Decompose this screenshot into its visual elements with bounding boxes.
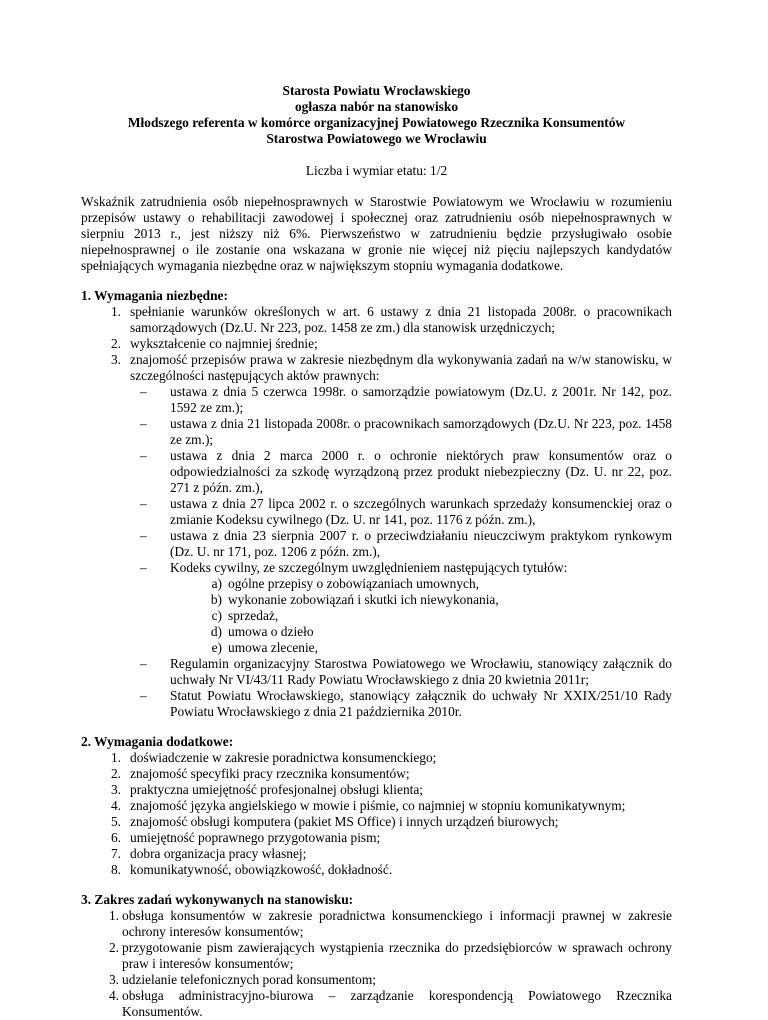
item-number: 8. bbox=[110, 862, 121, 877]
header-line-1: Starosta Powiatu Wrocławskiego bbox=[282, 83, 471, 98]
law-list bbox=[130, 384, 672, 720]
item-number: 6. bbox=[110, 830, 121, 845]
law-item bbox=[130, 416, 672, 448]
law-text: ustawa z dnia 21 listopada 2008r. o pracownikach samorządowych (Dz.U. Nr 223, poz. 1458 ze zm.); bbox=[170, 416, 672, 447]
item-text: wykształcenie co najmniej średnie; bbox=[130, 336, 318, 351]
item-text: umowa o dzieło bbox=[228, 624, 314, 639]
item-number: 2. bbox=[108, 940, 119, 955]
list-item bbox=[81, 972, 672, 988]
item-text: doświadczenie w zakresie poradnictwa konsumenckiego; bbox=[130, 750, 437, 765]
item-text: komunikatywność, obowiązkowość, dokładność. bbox=[130, 862, 393, 877]
list-item bbox=[208, 624, 672, 640]
item-text: obsługa administracyjno-biurowa – zarządzanie korespondencją Powiatowego Rzecznika Konsumentów. bbox=[122, 988, 672, 1019]
item-letter: d) bbox=[210, 624, 222, 639]
announcement-header bbox=[81, 83, 672, 147]
list-item bbox=[81, 750, 672, 766]
law-text: Statut Powiatu Wrocławskiego, stanowiący załącznik do uchwały Nr XXIX/251/10 Rady Powiatu Wrocławskiego z dnia 21 października 2010r. bbox=[170, 688, 672, 719]
list-item bbox=[208, 576, 672, 592]
law-item bbox=[130, 448, 672, 496]
item-text: obsługa konsumentów w zakresie poradnictwa konsumenckiego i informacji prawnej w zakresie ochrony interesów konsumentów; bbox=[122, 908, 672, 939]
item-number: 2. bbox=[110, 336, 121, 351]
item-number: 3. bbox=[110, 352, 121, 367]
list-item bbox=[81, 830, 672, 846]
list-item bbox=[208, 592, 672, 608]
law-text: ustawa z dnia 5 czerwca 1998r. o samorządzie powiatowym (Dz.U. z 2001r. Nr 142, poz. 1592 ze zm.); bbox=[170, 384, 672, 415]
list-item bbox=[81, 766, 672, 782]
header-line-2: ogłasza nabór na stanowisko bbox=[294, 99, 459, 114]
list-item bbox=[208, 640, 672, 656]
law-item bbox=[130, 688, 672, 720]
section-3-title: 3. Zakres zadań wykonywanych na stanowisku: bbox=[81, 892, 354, 907]
item-text: spełnianie warunków określonych w art. 6 ustawy z dnia 21 listopada 2008r. o pracownikach samorządowych (Dz.U. Nr 223, poz. 1458 ze zm.) dla stanowisk urzędniczych; bbox=[130, 304, 672, 335]
list-item bbox=[81, 908, 672, 940]
list-item bbox=[81, 988, 672, 1020]
item-text: wykonanie zobowiązań i skutki ich niewykonania, bbox=[228, 592, 499, 607]
list-item bbox=[81, 798, 672, 814]
list-item bbox=[81, 862, 672, 878]
section-1-list bbox=[81, 304, 672, 720]
section-2-list bbox=[81, 750, 672, 878]
item-text: sprzedaż, bbox=[228, 608, 279, 623]
law-text: ustawa z dnia 27 lipca 2002 r. o szczególnych warunkach sprzedaży konsumenckiej oraz o zmianie Kodeksu cywilnego (Dz. U. nr 141, poz. 1176 z późn. zm.), bbox=[170, 496, 672, 527]
item-text: ogólne przepisy o zobowiązaniach umownych, bbox=[228, 576, 479, 591]
item-number: 3. bbox=[110, 782, 121, 797]
item-text: przygotowanie pism zawierających wystąpienia rzecznika do przedsiębiorców w sprawach ochrony praw i interesów konsumentów; bbox=[122, 940, 672, 971]
item-letter: b) bbox=[210, 592, 222, 607]
list-item bbox=[81, 304, 672, 336]
item-text: umowa zlecenie, bbox=[228, 640, 318, 655]
item-number: 1. bbox=[110, 304, 121, 319]
item-number: 1. bbox=[108, 908, 119, 923]
item-text: znajomość przepisów prawa w zakresie niezbędnym dla wykonywania zadań na w/w stanowisku, w szczególności następujących aktów prawnych: bbox=[130, 352, 672, 383]
section-1-title: 1. Wymagania niezbędne: bbox=[81, 288, 228, 303]
section-2-title: 2. Wymagania dodatkowe: bbox=[81, 734, 234, 749]
law-text: Regulamin organizacyjny Starostwa Powiatowego we Wrocławiu, stanowiący załącznik do uchwały Nr VI/43/11 Rady Powiatu Wrocławskiego z dnia 20 kwietnia 2011r; bbox=[170, 656, 672, 687]
item-number: 5. bbox=[110, 814, 121, 829]
item-text: praktyczna umiejętność profesjonalnej obsługi klienta; bbox=[130, 782, 424, 797]
law-text: ustawa z dnia 2 marca 2000 r. o ochronie niektórych praw konsumentów oraz o odpowiedzialności za szkodę wyrządzoną przez produkt niebezpieczny (Dz. U. nr 22, poz. 271 z późn. zm.), bbox=[170, 448, 672, 495]
item-number: 4. bbox=[108, 988, 119, 1003]
law-item bbox=[130, 496, 672, 528]
header-line-4: Starostwa Powiatowego we Wrocławiu bbox=[266, 131, 487, 146]
civil-code-titles bbox=[170, 576, 672, 656]
intro-paragraph: Wskaźnik zatrudnienia osób niepełnosprawnych w Starostwie Powiatowym we Wrocławiu w rozumieniu przepisów ustawy o rehabilitacji zawodowej i społecznej oraz zatrudnieniu osób niepełnosprawnych w sierpniu 2013 r., jest niższy niż 6%. Pierwszeństwo w zatrudnieniu będzie przysługiwało osobie niepełnosprawnej o ile zostanie ona wskazana w gronie nie więcej niż pięciu najlepszych kandydatów spełniających wymagania niezbędne oraz w największym stopniu wymagania dodatkowe. bbox=[81, 194, 672, 273]
list-item bbox=[81, 782, 672, 798]
law-item bbox=[130, 560, 672, 656]
list-item bbox=[81, 352, 672, 720]
list-item bbox=[81, 814, 672, 830]
list-item bbox=[81, 336, 672, 352]
dash-bullet: – bbox=[140, 448, 147, 463]
item-number: 1. bbox=[110, 750, 121, 765]
dash-bullet: – bbox=[140, 496, 147, 511]
dash-bullet: – bbox=[140, 656, 147, 671]
law-item bbox=[130, 528, 672, 560]
item-text: umiejętność poprawnego przygotowania pism; bbox=[130, 830, 381, 845]
item-letter: e) bbox=[211, 640, 222, 655]
item-text: znajomość obsługi komputera (pakiet MS Office) i innych urządzeń biurowych; bbox=[130, 814, 559, 829]
section-3-list bbox=[81, 908, 672, 1020]
law-text: Kodeks cywilny, ze szczególnym uwzględnieniem następujących tytułów: bbox=[170, 560, 568, 575]
law-item bbox=[130, 656, 672, 688]
item-text: dobra organizacja pracy własnej; bbox=[130, 846, 307, 861]
item-text: znajomość języka angielskiego w mowie i piśmie, co najmniej w stopniu komunikatywnym; bbox=[130, 798, 626, 813]
header-line-3: Młodszego referenta w komórce organizacyjnej Powiatowego Rzecznika Konsumentów bbox=[127, 115, 626, 130]
dash-bullet: – bbox=[140, 560, 147, 575]
item-letter: a) bbox=[211, 576, 222, 591]
item-text: udzielanie telefonicznych porad konsumentom; bbox=[122, 972, 376, 987]
item-number: 7. bbox=[110, 846, 121, 861]
law-text: ustawa z dnia 23 sierpnia 2007 r. o przeciwdziałaniu nieuczciwym praktykom rynkowym (Dz. U. nr 171, poz. 1206 z późn. zm.), bbox=[170, 528, 672, 559]
item-number: 3. bbox=[108, 972, 119, 987]
list-item bbox=[81, 940, 672, 972]
dash-bullet: – bbox=[140, 416, 147, 431]
law-item bbox=[130, 384, 672, 416]
dash-bullet: – bbox=[140, 528, 147, 543]
dash-bullet: – bbox=[140, 688, 147, 703]
item-number: 2. bbox=[110, 766, 121, 781]
list-item bbox=[208, 608, 672, 624]
item-number: 4. bbox=[110, 798, 121, 813]
list-item bbox=[81, 846, 672, 862]
position-size: Liczba i wymiar etatu: 1/2 bbox=[305, 163, 448, 178]
dash-bullet: – bbox=[140, 384, 147, 399]
item-text: znajomość specyfiki pracy rzecznika konsumentów; bbox=[130, 766, 410, 781]
item-letter: c) bbox=[211, 608, 222, 623]
